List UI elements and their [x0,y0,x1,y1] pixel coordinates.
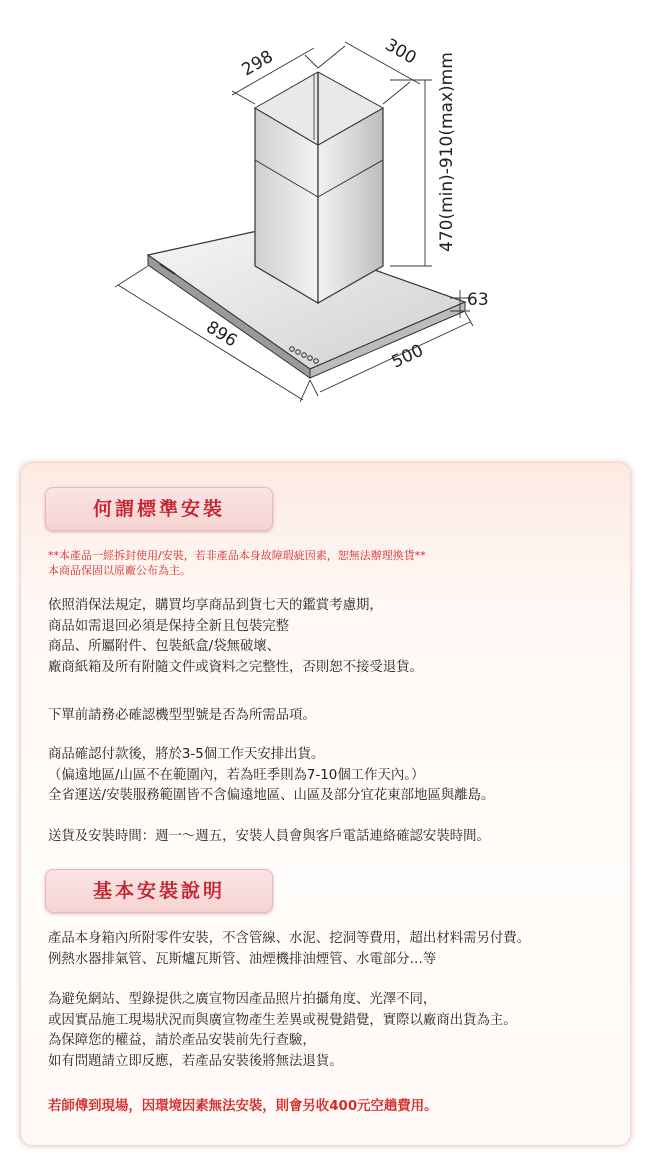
chimney-duct [255,72,383,303]
parts-scope-paragraph [48,929,530,970]
model-check-paragraph [48,706,316,727]
text-line: 如有問題請立即反應，若產品安裝後將無法退貨。 [48,1053,343,1069]
return-policy-paragraph [48,596,423,678]
warning-notice [48,549,426,578]
text-line: 送貨及安裝時間：週一～週五，安裝人員會與客戶電話連絡確認安裝時間。 [48,829,490,844]
dim-duct-width-label: 300 [381,35,420,69]
text-line: 全省運送/安裝服務範圍皆不含偏遠地區、山區及部分宜花東部地區與離島。 [48,788,495,803]
text-line: 商品、所屬附件、包裝紙盒/袋無破壞、 [48,639,281,654]
text-line: 商品如需退回必須是保持全新且包裝完整 [48,618,290,634]
text-line: 例熱水器排氣管、瓦斯爐瓦斯管、油煙機排油煙管、水電部分…等 [48,951,437,967]
text-line: 或因實品施工現場狀況而與廣宣物產生差異或視覺錯覺，實際以廠商出貨為主。 [48,1012,517,1028]
range-hood-dimension-diagram [0,0,650,440]
basic-installation-header: 基本安裝說明 [45,869,273,913]
delivery-time-paragraph [48,827,490,848]
text-line: 為避免網站、型錄提供之廣宣物因產品照片拍攝角度、光澤不同， [48,992,437,1007]
dim-duct-depth-label: 298 [238,46,277,81]
dim-thickness-label: 63 [467,290,489,310]
dim-depth-label: 500 [388,340,427,373]
warning-line: **本產品一經拆封使用/安裝，若非產品本身故障瑕疵因素，恕無法辦理換貨** [48,549,426,562]
text-line: 廠商紙箱及所有附隨文件或資料之完整性，否則恕不接受退貨。 [48,659,423,675]
dim-height-range-label: 470(min)-910(max)mm [437,52,457,252]
shipping-paragraph [48,745,494,807]
text-line: 下單前請務必確認機型型號是否為所需品項。 [48,708,316,723]
text-line: （偏遠地區/山區不在範圍內，若為旺季則為7-10個工作天內。） [48,767,425,783]
dim-width-label: 896 [202,317,241,352]
text-line: 為保障您的權益，請於產品安裝前先行查驗， [48,1033,316,1048]
text-line: 若師傅到現場，因環境因素無法安裝，則會另收400元空趟費用。 [48,1099,438,1114]
standard-installation-header: 何謂標準安裝 [45,487,273,531]
text-line: 產品本身箱內所附零件安裝，不含管線、水泥、挖洞等費用，超出材料需另付費。 [48,931,531,946]
warranty-line: 本商品保固以原廠公布為主。 [48,563,191,577]
disclaimer-paragraph [48,990,517,1072]
text-line: 依照消保法規定，購買均享商品到貨七天的鑑賞考慮期， [48,598,383,613]
extra-fee-notice [48,1097,438,1118]
text-line: 商品確認付款後，將於3-5個工作天安排出貨。 [48,747,325,762]
